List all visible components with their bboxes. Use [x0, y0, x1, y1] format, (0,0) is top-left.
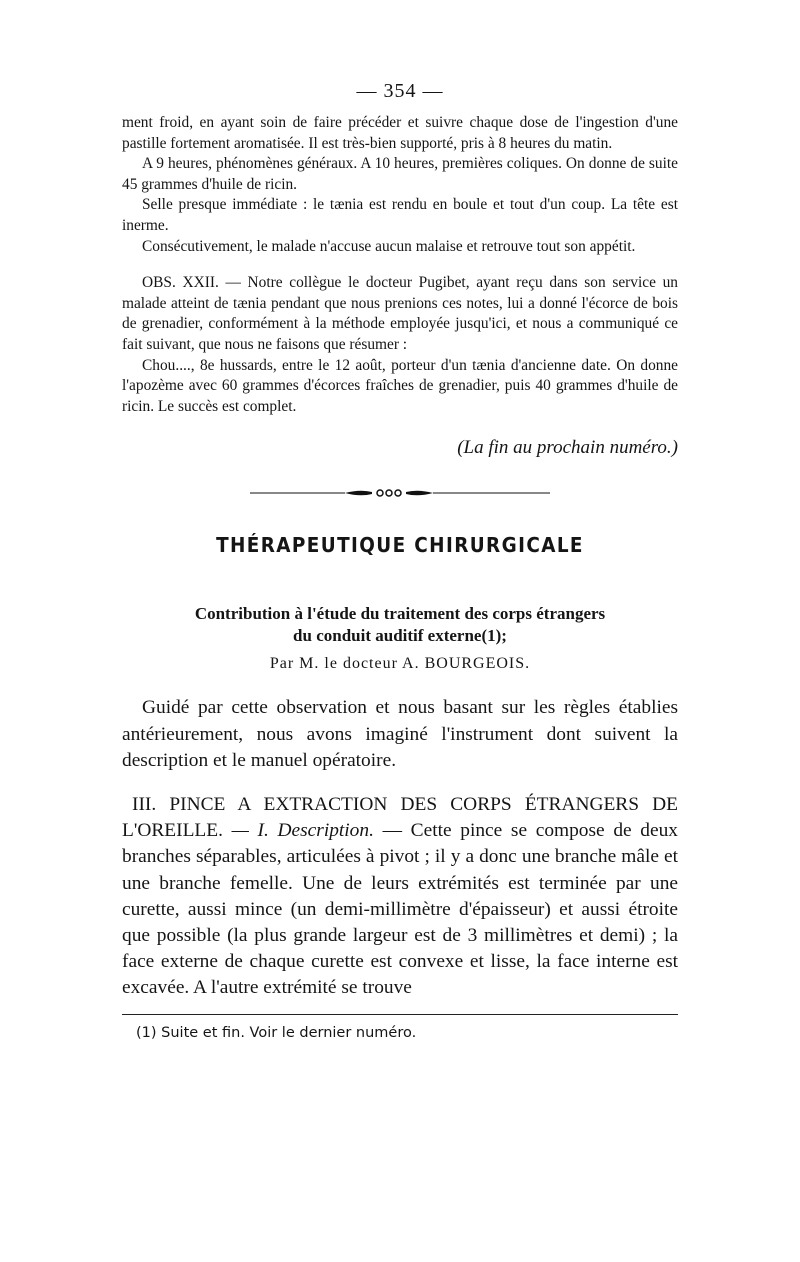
- ornamental-divider: [122, 487, 678, 499]
- description-paragraph: [122, 792, 678, 1002]
- footnote: (1) Suite et fin. Voir le dernier numéro.: [136, 1024, 417, 1041]
- paragraph: A 9 heures, phénomènes généraux. A 10 heures, premières coliques. On donne de suite 45 grammes d'huile de ricin.: [122, 155, 678, 193]
- observation-xxi-end: [122, 113, 678, 257]
- paragraph: Chou...., 8e hussards, entre le 12 août, porteur d'un tænia d'ancienne date. On donne l'apozème avec 60 grammes d'écorces fraîches de grenadier, puis 40 grammes d'huile de ricin. Le succès est complet.: [122, 356, 678, 415]
- article-title-line: du conduit auditif externe(1);: [293, 626, 507, 646]
- paragraph: Selle presque immédiate : le tænia est rendu en boule et tout d'un coup. La tête est inerme.: [122, 196, 678, 234]
- intro-paragraph: Guidé par cette observation et nous basant sur les règles établies antérieurement, nous avons imaginé l'instrument dont suivent la description et le manuel opératoire.: [122, 697, 678, 771]
- footnote-divider: [122, 1014, 678, 1015]
- subsection-label: — I. Description.: [231, 820, 374, 842]
- author-line: Par M. le docteur A. BOURGEOIS.: [269, 655, 531, 673]
- paragraph: OBS. XXII. — Notre collègue le docteur Pugibet, ayant reçu dans son service un malade atteint de tænia pendant que nous prenions ces notes, lui a donné l'écorce de bois de grenadier, conformément à la méthode employée jusqu'ici, et nous a communiqué ce fait suivant, que nous ne faisons que résumer :: [122, 274, 678, 353]
- paragraph: ment froid, en ayant soin de faire précéder et suivre chaque dose de l'ingestion d'une pastille fortement aromatisée. Il est très-bien supporté, pris à 8 heures du matin.: [122, 114, 678, 152]
- section-heading: III. PINCE A EXTRACTION DES CORPS ÉTRANGERS DE L'OREILLE.: [122, 793, 678, 842]
- book-page: [122, 80, 678, 1041]
- observation-xxii: [122, 273, 678, 417]
- paragraph: Consécutivement, le malade n'accuse aucun malaise et retrouve tout son appétit.: [142, 237, 636, 255]
- to-be-continued-note: (La fin au prochain numéro.): [457, 437, 678, 459]
- description-text: — Cette pince se compose de deux branches séparables, articulées à pivot ; il y a donc une branche mâle et une branche femelle. Une de leurs extrémités est terminée par une curette, aussi mince (un demi-millimètre d'épaisseur) et aussi étroite que possible (la plus grande largeur est de 3 millimètres et demi) ; la face externe de chaque curette est convexe et lisse, la face interne est excavée. A l'autre extrémité se trouve: [122, 820, 678, 999]
- article-title: [122, 603, 678, 647]
- article-title-line: Contribution à l'étude du traitement des corps étrangers: [194, 604, 606, 624]
- section-title: THÉRAPEUTIQUE CHIRURGICALE: [216, 533, 584, 558]
- divider-ornament-icon: [250, 487, 550, 499]
- page-number: — 354 —: [356, 80, 444, 102]
